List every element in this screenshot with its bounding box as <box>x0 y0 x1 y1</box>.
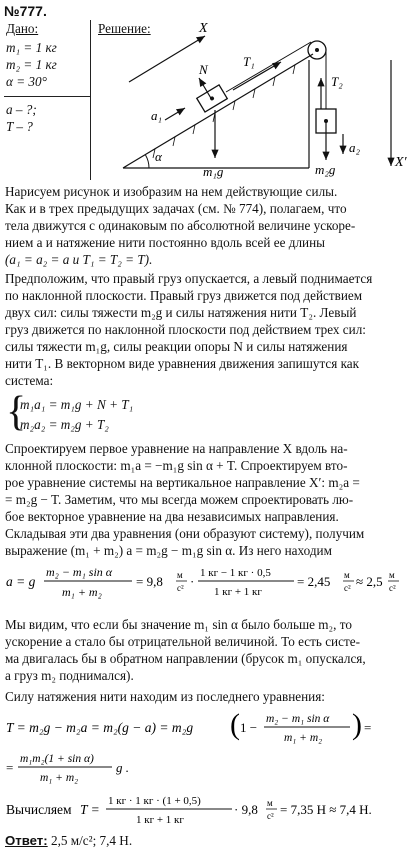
given-heading: Дано: <box>6 21 39 36</box>
text-line: выражение (m₁ + m₂) a = m₂g − m₁g sin α. Из него находим <box>5 543 332 558</box>
text-line: двух сил: силы тяжести m₂g и силы натяжения нити T₂. Левый <box>5 305 357 320</box>
paragraph-tension-intro <box>5 688 408 705</box>
unknown-T: T – ? <box>6 119 33 134</box>
normal-force-label: N <box>199 62 208 77</box>
equation-system <box>4 390 204 438</box>
text-line: Силу натяжения нити находим из последнего уравнения: <box>5 689 325 704</box>
eq-T-tail: g . <box>116 760 129 775</box>
text-line: Предположим, что правый груз опускается, а левый поднимается <box>5 271 373 286</box>
eq-a-unit-num: м <box>177 570 183 580</box>
accel-a1-arrow <box>165 108 185 120</box>
text-line: нити T₁. В векторном виде уравнения движения запишутся как <box>5 356 360 371</box>
calc-lhs: T = <box>80 802 100 817</box>
axis-x-label: X <box>199 21 208 36</box>
paragraph-projection <box>5 440 408 559</box>
calc-mid: · 9,8 <box>234 802 258 817</box>
text-line: бое векторное уравнение на два независимых направления. <box>5 509 339 524</box>
eq-a-unit-num: м <box>344 570 350 580</box>
given-block <box>6 20 57 90</box>
eq-a-mid: = 9,8 <box>136 574 163 589</box>
given-vertical-divider <box>90 20 91 180</box>
paren-open: ( <box>230 708 240 741</box>
text-line: Как и в трех предыдущих задачах (см. № 774), полагаем, что <box>5 201 347 216</box>
axis-x-arrow <box>129 36 205 82</box>
calc-num: 1 кг · 1 кг · (1 + 0,5) <box>108 795 201 807</box>
eq-T-num: m₂ − m₁ sin α <box>266 713 330 725</box>
problem-number: №777. <box>4 3 47 19</box>
eq-a-den1: m₁ + m₂ <box>62 585 102 599</box>
answer-value: 2,5 м/с²; 7,4 Н. <box>50 833 133 848</box>
eq-a-unit-den: с² <box>389 583 396 593</box>
text-line: система: <box>5 373 54 388</box>
text-line: клонной плоскости: m₁a = −m₁g sin α + T. Спроектируем вто- <box>5 458 348 473</box>
paragraph-assumption <box>5 270 408 389</box>
given-line: m₁ = 1 кг <box>6 40 57 55</box>
eq-a-lhs: a = g <box>6 574 36 589</box>
eq-T-num2: m₁m₂(1 + sin α) <box>20 753 94 765</box>
eq-a-den2: 1 кг + 1 кг <box>214 586 262 598</box>
unknown-a: a – ?; <box>6 102 37 117</box>
pulley-axle-icon <box>315 48 319 52</box>
answer-label: Ответ: <box>5 833 48 848</box>
eq-T-den2: m₁ + m₂ <box>40 772 79 784</box>
gravity-m1-label: m₁g <box>203 164 224 179</box>
text-line: Нарисуем рисунок и изобразим на нем действующие силы. <box>5 184 338 199</box>
given-line: α = 30° <box>6 74 47 89</box>
text-line: по наклонной плоскости. Правый груз движется под действием <box>5 288 363 303</box>
given-divider <box>4 96 90 97</box>
calc-result: = 7,35 Н ≈ 7,4 Н. <box>280 802 372 817</box>
text-line: рое уравнение системы на вертикальное направление X′: m₂a = <box>5 475 360 490</box>
incline-diagram <box>95 20 413 180</box>
system-eq-1: m₁a₁ = m₁g + N + T₁ <box>20 397 134 412</box>
eq-a-unit-den: с² <box>177 583 184 593</box>
text-line: (a₁ = a₂ = a и T₁ = T₂ = T). <box>5 252 153 267</box>
calc-lead: Вычисляем <box>6 802 72 817</box>
text-line: Мы видим, что если бы значение m₁ sin α было больше m₂, то <box>5 617 352 632</box>
accel-a2-label: a₂ <box>349 140 361 155</box>
paren-close: ) <box>352 708 362 741</box>
given-line: m₂ = 1 кг <box>6 57 57 72</box>
system-brace: { <box>6 389 27 435</box>
text-line: = m₂g − T. Заметим, что мы всегда можем спроектировать лю- <box>5 492 354 507</box>
text-line: нием a и натяжение нити постоянно вдоль всей ее длины <box>5 235 326 250</box>
eq-T-open: 1 − <box>240 720 258 735</box>
calc-den: 1 кг + 1 кг <box>136 814 184 826</box>
gravity-m2-label: m₂g <box>315 162 336 177</box>
eq-a-num1: m₂ − m₁ sin α <box>46 565 113 579</box>
equation-a <box>4 560 409 604</box>
text-line: ускорение a стало бы отрицательной величиной. То есть систе- <box>5 634 360 649</box>
text-line: Складывая эти два уравнения (они образуют систему), получим <box>5 526 365 541</box>
text-line: Спроектируем первое уравнение на направление X вдоль на- <box>5 441 348 456</box>
string-incline <box>226 42 311 92</box>
text-line: а груз m₂ поднимался). <box>5 668 134 683</box>
eq-T-close: = <box>364 720 372 735</box>
text-line: груз движется по наклонной плоскости под действием трех сил: <box>5 322 366 337</box>
text-line: тела движутся с одинаковым по абсолютной величине ускоре- <box>5 218 356 233</box>
solution-heading: Решение: <box>98 21 151 36</box>
incline-hatching <box>153 65 295 158</box>
tension-t1-label: T₁ <box>243 54 255 69</box>
calc-unit-num: м <box>267 798 273 808</box>
calc-unit-den: с² <box>267 811 274 821</box>
accel-a1-label: a₁ <box>151 108 163 123</box>
tension-t2-label: T₂ <box>331 74 343 89</box>
tension-t1-arrow <box>233 62 281 90</box>
angle-arc <box>146 155 150 168</box>
paragraph-discussion <box>5 616 408 684</box>
paragraph-intro <box>5 183 408 268</box>
eq-a-num2: 1 кг − 1 кг · 0,5 <box>200 567 271 579</box>
eq-a-unit-num: м <box>389 570 395 580</box>
eq-a-unit-den: с² <box>344 583 351 593</box>
unknowns-block <box>6 101 37 135</box>
alpha-label: α <box>155 149 162 164</box>
eq-a-result: = 2,45 <box>297 574 331 589</box>
eq-T-lead: = <box>6 760 14 775</box>
eq-a-dot: · <box>190 574 195 589</box>
text-line: силы тяжести m₁g, силы реакции опоры N и силы натяжения <box>5 339 348 354</box>
eq-T-lhs: T = m₂g − m₂a = m₂(g − a) = m₂g <box>6 720 194 735</box>
equation-T <box>4 708 409 792</box>
equation-T-calc <box>4 792 409 832</box>
axis-x-prime-label: X′ <box>395 155 407 170</box>
eq-a-approx: ≈ 2,5 <box>356 574 383 589</box>
text-line: ма двигалась бы в обратном направлении (брусок m₁ опускался, <box>5 651 366 666</box>
answer-line <box>5 832 132 849</box>
eq-T-den: m₁ + m₂ <box>284 732 323 744</box>
system-eq-2: m₂a₂ = m₂g + T₂ <box>20 417 109 432</box>
